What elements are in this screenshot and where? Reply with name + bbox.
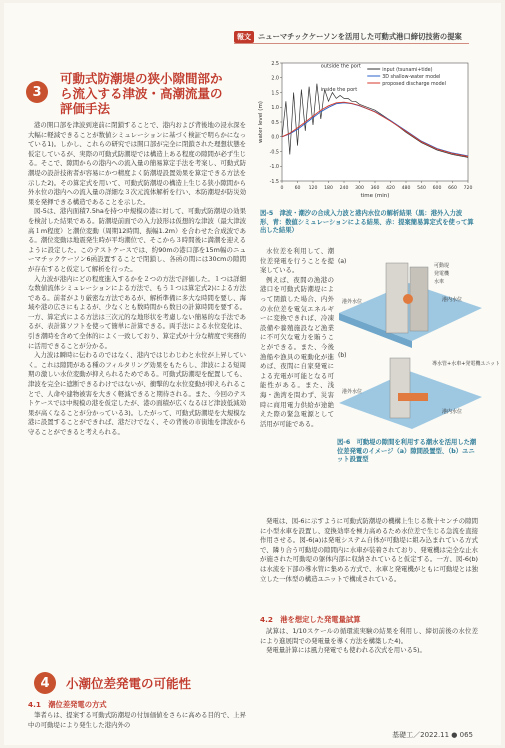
x-tick-label: 600 <box>432 186 442 191</box>
legend-label: 3D shallow-water model <box>382 74 441 80</box>
x-tick-label: 0 <box>280 186 284 191</box>
x-tick-label: 720 <box>463 186 473 191</box>
figure-5-caption: 図-5 津波・潮汐の合成入力波と港内水位の解析結果（黒：港外入力波形、青：数値シミュレーションによる結果、赤：提案簡易算定式を使って算出した結果） <box>260 210 474 235</box>
section-3-title-line2: ら流入する津波・高潮流量の <box>60 86 223 101</box>
figure-6-caption: 図-6 可動堤の隙間を利用する潮水を活用した潮位差発電のイメージ（a）隙間設置型、（b）ユニット設置型 <box>337 439 477 464</box>
legend-label: input (tsunami+tide) <box>382 67 433 73</box>
y-tick-label: 0.5 <box>271 120 279 126</box>
running-header <box>234 31 462 43</box>
figure-6b-label: (b) <box>338 352 347 359</box>
x-tick-label: 660 <box>448 186 457 191</box>
paragraph: 入力波が港内にどの程度進入するかを２つの方法で評価した。１つは詳細な数値流体シミュレーションによる方法で、もう１つは算定式2)による方法である。前者がより厳密な方法であるが、解析準備に多大な時間を要し、海域や港の広さにもよるが、少なくとも数時間から数日の計算時間を要する。一方、算定式による方法は三次元的な地形状を考慮しない簡易的な手法であるが、表計算ソフトを使って簡単に計算できる。両手法による水位変化は、引き潮時を含めて全体的によく一致しており、算定式が十分な精度で実務的に活用できることが分かる。 <box>28 274 246 350</box>
section-4-title: 小潮位差発電の可能性 <box>66 676 192 691</box>
x-tick-label: 240 <box>339 186 349 191</box>
y-tick-label: 2.0 <box>271 76 279 82</box>
paragraph: 図-5は、港内面積7.5haを持つ中規模の港に対して、可動式防潮堤の効果を検討した結果である。防潮堤前面での入力波形は仮想的な津波（最大津波高１m程度）と潮位変動（周期12時間、振幅1.2m）を合わせた合成波である。潮位変動は地震発生時が平均潮位で、そこから３時間後に満潮を迎えるように設定した。このテストケースでは、約90mの港口部を15m幅のニューマチックケーソン6函設置することで閉鎖し、各函の間には30cmの隙間が存在すると仮定して解析を行った。 <box>28 207 246 273</box>
annotation-inside: inside the port <box>320 87 358 94</box>
right-column-upper <box>260 247 334 515</box>
paragraph: 入力波は瞬時に伝わるのではなく、港内ではじわじわと水位が上昇していく。これは隙間がある種のフィルタリング効果をもたらし、津波による短周期の激しい水位変動が抑えられるためである。可動式防潮堤を配置しても、津波を完全に遮断できるわけではないが、衝撃的な水位変動が抑えられることで、人命や建物被害を大きく軽減できると期待される。また、今回のテストケースでは中規模の港を仮定したが、港の面積が広くなるほど津波低減効果が高くなることが分かっている3)。したがって、可動式防潮堤を大規模な港に設置することができれば、港だけでなく、その背後の市街地を津波から守ることができると考えられる。 <box>28 351 246 436</box>
page-footer: 基礎工／2022.11 ● 065 <box>392 731 473 739</box>
paragraph: 発電量計算には風力発電でも使われる次式を用いる5)。 <box>266 646 426 655</box>
caisson-b <box>390 358 410 418</box>
legend-label: proposed discharge model <box>382 81 446 87</box>
section-4-number: 4 <box>34 672 56 694</box>
figure-5-chart <box>254 55 474 205</box>
label-inner-level: 港内水位 <box>442 297 463 303</box>
paragraph: 試算は、1/10スケールの循環流実験の結果を利用し、締切前後の水位差により進展問での発電量を導く方法を構築した4)。 <box>260 627 478 645</box>
label-generator: 発電機 <box>434 271 450 277</box>
page <box>4 3 501 745</box>
figure-6-illustration <box>334 253 501 433</box>
x-tick-label: 60 <box>294 186 301 191</box>
section-3-title-line3: 評価手法 <box>60 101 111 116</box>
paragraph: 発電は、図-6に示すように可動式防潮堤の機構上生じる数十センチの隙間に小型水車を設置し、変換効率を極力高めるため水位差で生じる急流を直接作用させる。図-6(a)は発電システム自体が可動堤に組み込まれている方式で、隣り合う可動堤の隙間内に水車が装着されており、発電機は完全な止水が施された可動堤の躯体内部に収納されていると仮定する。一方、図-6(b)は水流を下部の導水管に集める方式で、水車と発電機がともに可動堤とは独立した一体型の構造ユニットで構成されている。 <box>260 517 478 583</box>
x-tick-label: 540 <box>417 186 426 191</box>
y-tick-label: 1.0 <box>271 106 279 112</box>
subsection-4-1-heading: 4.1 潮位差発電の方式 <box>28 700 107 709</box>
report-badge: 報文 <box>234 31 254 43</box>
x-tick-label: 300 <box>355 186 364 191</box>
x-tick-label: 420 <box>386 186 395 191</box>
unit-b <box>398 393 428 401</box>
x-axis-label: time (min) <box>360 193 390 199</box>
x-tick-label: 120 <box>308 186 318 191</box>
annotation-outside: outside the port <box>320 63 361 70</box>
section-3-title-line1: 可動式防潮堤の狭小隙間部か <box>60 71 223 86</box>
y-tick-label: -1.5 <box>269 179 279 185</box>
y-tick-label: 0.0 <box>271 135 279 141</box>
label-outer-level: 港外水位 <box>342 299 363 305</box>
label-inner-level-b: 港内水位 <box>442 409 463 415</box>
header-rule <box>234 43 469 44</box>
y-tick-label: 1.5 <box>271 91 279 97</box>
subsection-4-2-heading: 4.2 港を想定した発電量試算 <box>260 615 361 624</box>
running-title: ニューマチックケーソンを活用した可動式港口締切技術の提案 <box>258 32 462 41</box>
subsection-4-2-body <box>260 627 478 656</box>
turbine-a <box>403 294 413 304</box>
section-3-body <box>28 121 246 669</box>
y-tick-label: -0.5 <box>269 150 279 156</box>
paragraph: 水位差を利用して、潮位差発電を行うことを提案している。 <box>260 247 334 275</box>
x-tick-label: 360 <box>370 186 380 191</box>
y-axis-label: water level (m) <box>258 101 264 143</box>
x-tick-label: 480 <box>401 186 411 191</box>
x-tick-label: 180 <box>324 186 333 191</box>
y-tick-label: 2.5 <box>271 61 279 67</box>
figure-6a-label: (a) <box>338 258 347 265</box>
section-3-number: 3 <box>26 81 48 103</box>
paragraph: 港の開口部を津波到達前に閉鎖することで、港内および背後地の浸水深を大幅に軽減できることが数値シミュレーションに基づく検証で明らかになっている1)。しかし、これらの研究では開口部が完全に閉鎖された理想状態を仮定しているが、実際の可動式防潮堤では構造上ある程度の隙間が必ず生じる。そこで、隙間からの港内への流入量の簡易算定手法を考案し、可動式防潮堤の設計技術者が容易にかつ精度よく防潮堤設置効果を算定できる方法を示した2)。その算定式を用いて、可動式防潮堤の構造上生じる狭小隙間から外水位の港内への流入量の詳細な３次元流体解析を行い、本防潮堤が防災効果を発揮できる構造であることを示した。 <box>28 121 246 206</box>
right-column-lower <box>260 517 478 609</box>
y-tick-label: -1.0 <box>269 165 279 171</box>
label-turbine: 水車 <box>434 279 445 285</box>
label-outer-level-b: 港外水位 <box>342 389 363 395</box>
label-unit: 導水管+水車+発電機ユニット <box>432 361 501 367</box>
section-3-title <box>60 71 250 116</box>
label-dam: 可動堤 <box>434 263 450 269</box>
subsection-4-1-body <box>28 711 246 730</box>
paragraph: 筆者らは、提案する可動式防潮堤の付加価値をさらに高める目的で、上昇中の可動堤により発生した港内外の <box>28 711 246 729</box>
plot-area <box>282 63 468 181</box>
paragraph: 例えば、夜間の漁港の港口を可動式防潮堤によって閉鎖した場合、内外の水位差を電気エネルギーに変換できれば、冷凍設備や養殖施設など漁業に不可欠な電力を賄うことができる。また、今後漁船や漁具の電動化が進めば、夜間に自家発電による充電が可能となる可能性がある。また、浅海・漁湾を問わず、災害時に商用電力供給が途絶えた際の緊急電源として活用が可能である。 <box>260 275 334 428</box>
